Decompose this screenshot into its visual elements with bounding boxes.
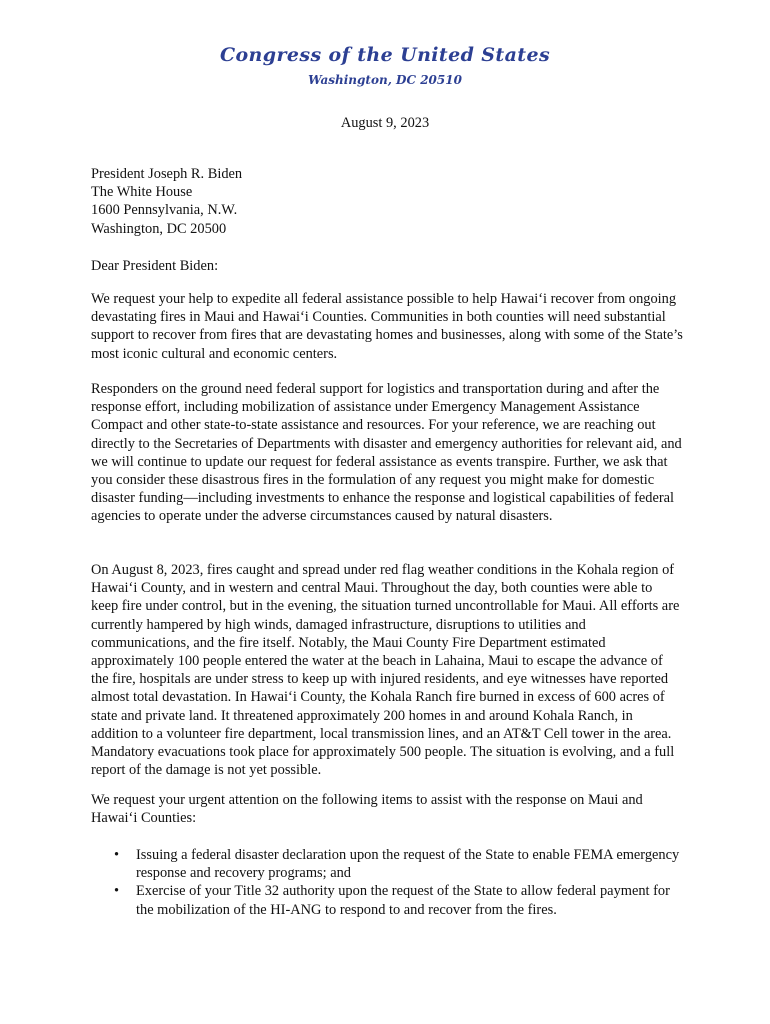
list-item (112, 882, 687, 918)
paragraph-urgent-attention: We request your urgent attention on the following items to assist with the response on Maui and Hawai‘i Counties: (91, 792, 643, 827)
letterhead (0, 43, 770, 88)
letterhead-address: Washington, DC 20510 (308, 73, 462, 87)
bullet-icon: • (114, 847, 120, 863)
addressee-office: The White House (91, 184, 193, 201)
list-item-text: Exercise of your Title 32 authority upon the request of the State to allow federal payment for the mobilization of the HI-ANG to respond to and recover from the fires. (136, 883, 670, 918)
list-item (112, 846, 687, 882)
list-item-text: Issuing a federal disaster declaration upon the request of the State to enable FEMA emergency response and recovery programs; and (136, 847, 680, 882)
letter-date: August 9, 2023 (340, 115, 430, 131)
paragraph-responders: Responders on the ground need federal support for logistics and transportation during and after the response effort, including mobilization of assistance under Emergency Management Assistance Compact and other state-to-state assistance and resources. For your reference, we are reaching out directly to the Secretaries of Departments with disaster and emergency authorities for relevant aid, and we will continue to update our request for federal assistance as events transpire. Further, we ask that you consider these disastrous fires in the formulation of any request you might make for domestic disaster funding—including investments to enhance the response and logistical capabilities of federal agencies to operate under the adverse circumstances caused by natural disasters. (91, 381, 682, 525)
request-list (112, 846, 687, 919)
letterhead-title: Congress of the United States (219, 44, 551, 66)
addressee-name: President Joseph R. Biden (91, 166, 243, 182)
paragraph-request: We request your help to expedite all federal assistance possible to help Hawai‘i recover from ongoing devastating fires in Maui and Hawai‘i Counties. Communities in both counties will need substantial support to recover from fires that are devastating homes and businesses, along with some of the State’s most iconic cultural and economic centers. (91, 291, 683, 362)
salutation: Dear President Biden: (91, 258, 219, 274)
addressee-city: Washington, DC 20500 (91, 220, 227, 237)
bullet-icon: • (114, 883, 120, 900)
paragraph-situation: On August 8, 2023, fires caught and spread under red flag weather conditions in the Kohala region of Hawai‘i County, and in western and central Maui. Throughout the day, both counties were able to keep fire under control, but in the evening, the situation turned uncontrollable for Maui. All efforts are currently hampered by high winds, damaged infrastructure, disruptions to utilities and communications, and the fire itself. Notably, the Maui County Fire Department estimated approximately 100 people entered the water at the beach in Lahaina, Maui to escape the advance of the fire, hospitals are under stress to keep up with injured residents, and eye witnesses have reported almost total devastation. In Hawai‘i County, the Kohala Ranch fire burned in excess of 600 acres of state and private land. It threatened approximately 200 homes in and around Kohala Ranch, in addition to a volunteer fire department, local transmission lines, and an AT&T Cell tower in the area. Mandatory evacuations took place for approximately 500 people. The situation is evolving, and a full report of the damage is not yet possible. (91, 562, 680, 779)
addressee-street: 1600 Pennsylvania, N.W. (91, 202, 238, 219)
addressee-block (91, 165, 683, 238)
